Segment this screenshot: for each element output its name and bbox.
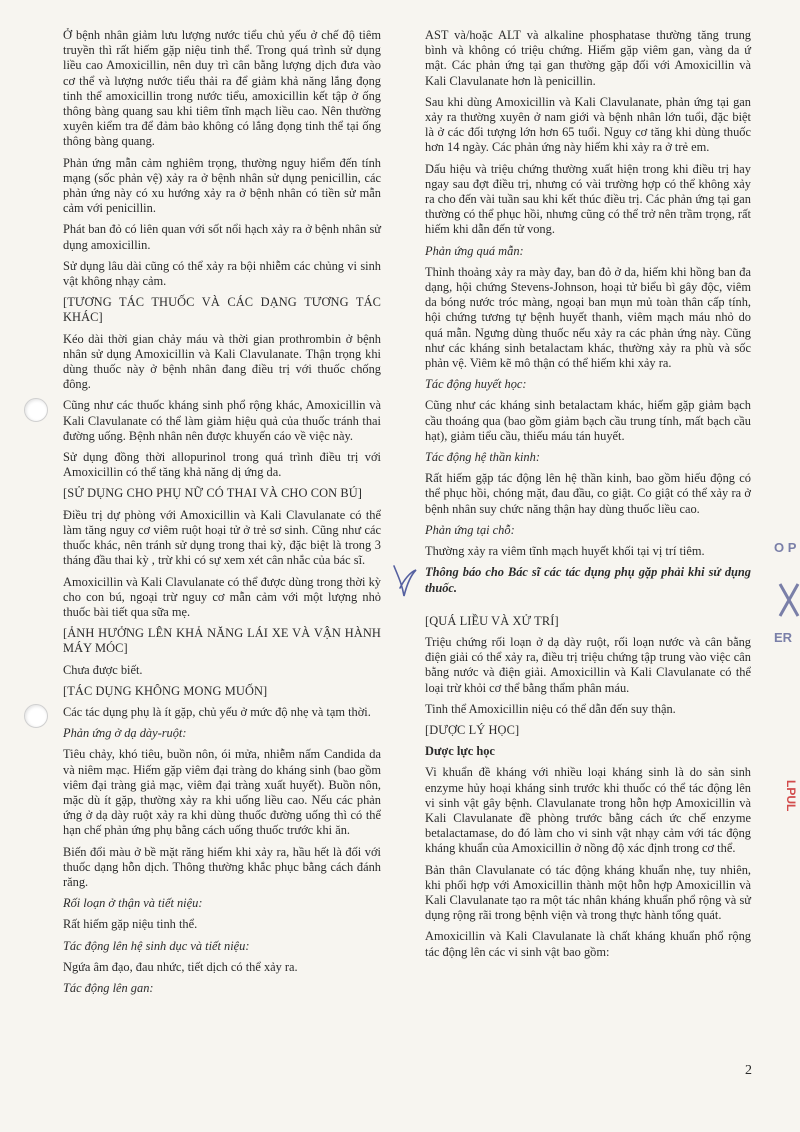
paragraph: Tiêu chảy, khó tiêu, buồn nôn, ói mửa, nhiễm nấm Candida da và niêm mạc. Hiếm gặp viêm đại tràng do kháng sinh (bao gồm viêm đại tràng giả mạc, viêm đại tràng xuất huyết). Buồn nôn, mặc dù ít gặp, thường xảy ra khi uống liều cao. Nếu các phản ứng ở dạ dày ruột xảy ra khi dùng thuốc đường uống thì có thể hạn chế phản ứng phụ bằng cách uống thuốc trước khi ăn. <box>63 747 381 838</box>
subheading: Tác động lên gan: <box>63 980 154 995</box>
paragraph: Dấu hiệu và triệu chứng thường xuất hiện trong khi điều trị hay ngay sau đợt điều trị, nhưng có vài trường hợp có thể không xảy ra cho đến vài tuần sau khi kết thúc điều trị. Các phản ứng tại gan thường có thể phục hồi, nhưng cũng có thể trở nên trầm trọng, rất hiếm khi dẫn đến tử vong. <box>425 161 751 237</box>
stamp-fragment-top <box>774 540 800 580</box>
paragraph: Chưa được biết. <box>63 662 143 677</box>
subheading: Tác động lên hệ sinh dục và tiết niệu: <box>63 938 250 953</box>
subheading: Phản ứng ở dạ dày-ruột: <box>63 726 187 741</box>
subheading: Rối loạn ở thận và tiết niệu: <box>63 896 203 911</box>
paragraph: Ở bệnh nhân giảm lưu lượng nước tiểu chủ yếu ở chế độ tiêm truyền thì rất hiếm gặp niệu tinh thể. Trong quá trình sử dụng liều cao Amoxicillin, nên duy trì cân bằng lượng dịch đưa vào cơ thể và lượng nước tiểu thải ra để giảm khả năng lắng đọng tinh thể amoxicillin trong nước tiểu, amoxicillin kết tập ở ống thông bàng quang sau khi tiêm tĩnh mạch liều cao. Nên thường xuyên kiểm tra để đảm bảo không có lắng đọng tinh thể tại ống thông bàng quang. <box>63 28 381 149</box>
section-heading: [TÁC DỤNG KHÔNG MONG MUỐN] <box>63 683 268 698</box>
bold-heading: Dược lực học <box>425 744 495 759</box>
section-heading: [SỬ DỤNG CHO PHỤ NỮ CÓ THAI VÀ CHO CON BÚ] <box>63 486 363 501</box>
right-column <box>425 28 751 966</box>
handwritten-mark-icon <box>390 562 420 602</box>
paragraph: Amoxicillin và Kali Clavulanate là chất kháng khuẩn phổ rộng tác động lên các vi sinh vật bao gồm: <box>425 929 751 959</box>
paragraph: Phản ứng mẫn cảm nghiêm trọng, thường nguy hiểm đến tính mạng (sốc phản vệ) xảy ra ở bệnh nhân sử dụng penicillin, các phản ứng này có xu hướng xảy ra ở bệnh nhân có tiền sử mẫn cảm với penicillin. <box>63 155 381 216</box>
subheading: Tác động hệ thần kinh: <box>425 450 540 465</box>
paragraph: Kéo dài thời gian chảy máu và thời gian prothrombin ở bệnh nhân sử dụng Amoxicillin và Kali Clavulanate. Thận trọng khi dùng thuốc này ở bệnh nhân đang điều trị với thuốc chống đông. <box>63 331 381 392</box>
stamp-fragment-bottom <box>774 630 800 652</box>
paragraph: Triệu chứng rối loạn ở dạ dày ruột, rối loạn nước và cân bằng điện giải có thể xảy ra, điều trị triệu chứng tập trung vào việc cân bằng nước và điện giải. Amoxicillin và Kali Clavulanate có thể loại trừ khỏi cơ thể bằng thẩm phân máu. <box>425 634 751 695</box>
paragraph: Sau khi dùng Amoxicillin và Kali Clavulanate, phản ứng tại gan xảy ra thường xuyên ở nam giới và bệnh nhân lớn tuổi, đặc biệt là ở các đối tượng lớn hơn 65 tuổi. Nguy cơ tăng khi dùng thuốc hơn 14 ngày. Các phản ứng này hiếm khi xảy ra ở trẻ em. <box>425 94 751 155</box>
paragraph: Ngứa âm đạo, đau nhức, tiết dịch có thể xảy ra. <box>63 959 298 974</box>
paragraph: Tinh thể Amoxicillin niệu có thể dẫn đến suy thận. <box>425 701 676 716</box>
stamp-text-bottom: ER <box>774 630 793 645</box>
paragraph: Các tác dụng phụ là ít gặp, chủ yếu ở mức độ nhẹ và tạm thời. <box>63 704 371 719</box>
paragraph: Rất hiếm gặp tác động lên hệ thần kinh, bao gồm hiếu động có thể phục hồi, chóng mặt, đau đầu, co giật. Co giật có thể xảy ra ở bệnh nhân suy chức năng thận hay dùng thuốc liều cao. <box>425 471 751 516</box>
paragraph: Thường xảy ra viêm tĩnh mạch huyết khối tại vị trí tiêm. <box>425 544 705 559</box>
spacer <box>425 602 751 614</box>
paragraph: Sử dụng đồng thời allopurinol trong quá trình điều trị với Amoxicillin có thể tăng khả năng dị ứng da. <box>63 450 381 480</box>
subheading: Phản ứng tại chỗ: <box>425 522 515 537</box>
paragraph: Biến đổi màu ở bề mặt răng hiếm khi xảy ra, hầu hết là đối với thuốc dạng hỗn dịch. Thông thường khắc phục bằng cách đánh răng. <box>63 844 381 889</box>
paragraph: Amoxicillin và Kali Clavulanate có thể được dùng trong thời kỳ cho con bú, ngoại trừ nguy cơ mẫn cảm với một lượng nhỏ thuốc bài tiết qua sữa mẹ. <box>63 574 381 619</box>
stamp-x-icon <box>776 580 800 620</box>
paragraph: Điều trị dự phòng với Amoxicillin và Kali Clavulanate có thể làm tăng nguy cơ viêm ruột hoại tử ở trẻ sơ sinh. Cũng như các thuốc khác, nên tránh sử dụng trong thai kỳ, đặc biệt là trong 3 tháng đầu thai kỳ , trừ khi có sự xem xét cân nhắc của bác sĩ. <box>63 507 381 568</box>
punch-hole-top <box>24 398 48 422</box>
left-column <box>63 28 381 1002</box>
section-heading: [DƯỢC LÝ HỌC] <box>425 722 520 737</box>
paragraph: AST và/hoặc ALT và alkaline phosphatase thường tăng trung bình và không có triệu chứng. Hiếm gặp viêm gan, vàng da ứ mật. Các phản ứng tại gan thường gặp đối với Amoxicillin và Kali Clavulanate hơn là penicillin. <box>425 28 751 88</box>
red-stamp-fragment <box>782 780 798 811</box>
paragraph: Sử dụng lâu dài cũng có thể xảy ra bội nhiễm các chủng vi sinh vật không nhạy cảm. <box>63 258 381 289</box>
paragraph: Rất hiếm gặp niệu tinh thể. <box>63 917 198 932</box>
section-heading: [ẢNH HƯỞNG LÊN KHẢ NĂNG LÁI XE VÀ VẬN HÀNH MÁY MÓC] <box>63 626 381 656</box>
section-heading: [QUÁ LIỀU VÀ XỬ TRÍ] <box>425 613 559 628</box>
paragraph: Cũng như các kháng sinh betalactam khác, hiếm gặp giảm bạch cầu thoáng qua (bao gồm giảm bạch cầu trung tính, mất bạch cầu hạt), giảm tiểu cầu, thiếu máu tán huyết. <box>425 398 751 443</box>
subheading: Tác động huyết học: <box>425 377 527 392</box>
paragraph: Cũng như các thuốc kháng sinh phổ rộng khác, Amoxicillin và Kali Clavulanate có thể làm giảm hiệu quả của thuốc tránh thai đường uống. Bệnh nhân nên được khuyến cáo về việc này. <box>63 398 381 443</box>
stamp-text-top: O P <box>774 540 797 555</box>
paragraph: Phát ban đỏ có liên quan với sốt nổi hạch xảy ra ở bệnh nhân sử dụng amoxicillin. <box>63 222 381 252</box>
notice-text: Thông báo cho Bác sĩ các tác dụng phụ gặp phải khi sử dụng thuốc. <box>425 565 751 595</box>
paragraph: Thỉnh thoảng xảy ra mày đay, ban đỏ ở da, hiếm khi hồng ban đa dạng, hội chứng Stevens-Johnson, hoại tử biểu bì gây độc, viêm da bóng nước tróc màng, ngoại ban mụn mủ toàn thân cấp tính, hội chứng tương tự bệnh huyết thanh, viêm mạch máu nhỏ do quá mẫn. Ngưng dùng thuốc nếu xảy ra các phản ứng này. Cũng như các kháng sinh betalactam khác, thường xảy ra phù và sốc phản vệ. Viêm kẽ mô thận có thể hiếm khi xảy ra. <box>425 264 751 371</box>
red-stamp-text: LPUL <box>784 780 798 812</box>
page-number: 2 <box>745 1063 752 1078</box>
section-heading: [TƯƠNG TÁC THUỐC VÀ CÁC DẠNG TƯƠNG TÁC KHÁC] <box>63 295 381 325</box>
punch-hole-bottom <box>24 704 48 728</box>
subheading: Phản ứng quá mẫn: <box>425 243 524 258</box>
paragraph: Bản thân Clavulanate có tác động kháng khuẩn nhẹ, tuy nhiên, khi phối hợp với Amoxicillin thành một hỗn hợp Amoxicillin và Kali Clavulanate tạo ra một tác nhân kháng khuẩn phổ rộng và sử dụng rộng rãi trong bệnh viện và trong thực hành tổng quát. <box>425 862 751 923</box>
paragraph: Vi khuẩn đề kháng với nhiều loại kháng sinh là do sản sinh enzyme hủy hoại kháng sinh trước khi thuốc có thể tác động lên vi sinh vật gây bệnh. Clavulanate trong hỗn hợp Amoxicillin và Kali Clavulanate đề phòng trước bằng cách ức chế enzyme betalactamase, do đó làm cho vi sinh vật nhạy cảm với tác động kháng khuẩn của Amoxicillin ở nồng độ xác định trong cơ thể. <box>425 765 751 856</box>
